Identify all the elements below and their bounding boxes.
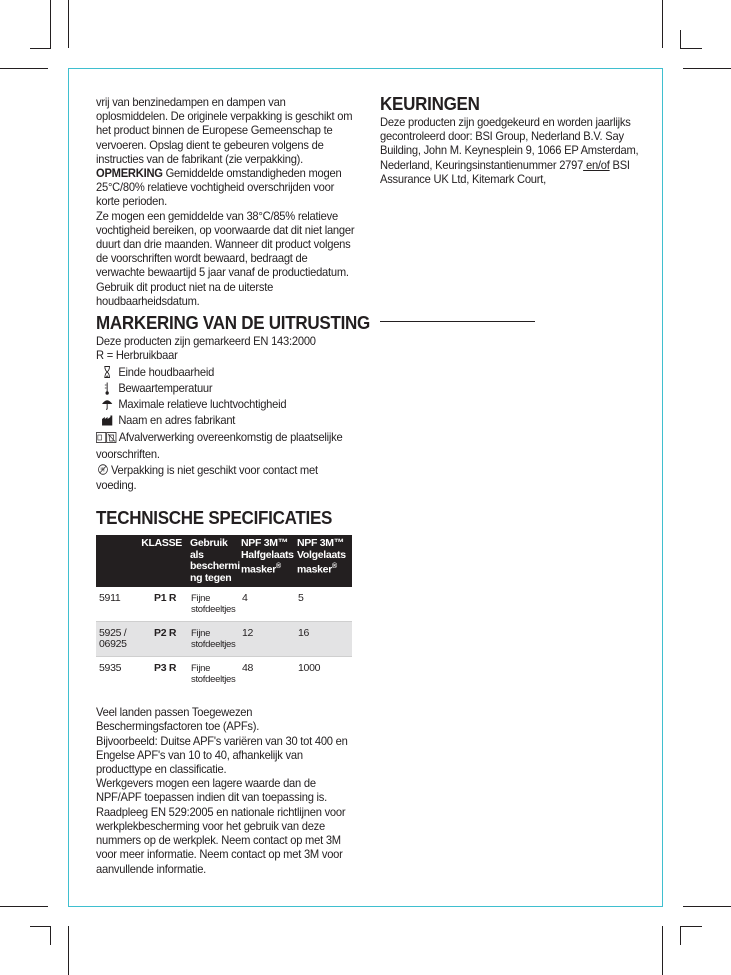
- crop-mark: [30, 926, 51, 927]
- product-cell: 5925 / 06925: [96, 622, 134, 657]
- crop-mark: [0, 68, 48, 69]
- note-paragraph: [96, 166, 355, 209]
- factory-icon: [96, 415, 118, 426]
- note-text: Gemiddelde omstandigheden mogen 25°C/80% relatieve vochtigheid overschrijden voor korte perioden.: [96, 166, 342, 209]
- right-column: [380, 93, 638, 186]
- symbol-row: [96, 380, 355, 396]
- full-mask-cell: 1000: [298, 662, 321, 675]
- full-mask-cell: 5: [295, 587, 352, 622]
- recycle-bin-icon: [96, 432, 116, 446]
- half-mask-cell: 48: [242, 662, 254, 675]
- table-row: [96, 622, 352, 657]
- approvals-heading: KEURINGEN: [380, 93, 480, 114]
- product-cell: 5911: [96, 587, 134, 622]
- symbol-label: Einde houdbaarheid: [118, 365, 215, 380]
- specs-table: [96, 535, 352, 691]
- crop-mark: [680, 926, 681, 945]
- header-text: NPF 3M™ Volgelaats masker: [297, 537, 346, 576]
- apf-paragraph: Bijvoorbeeld: Duitse APF's variëren van 30 tot 400 en Engelse APF's van 10 to 40, afhankelijk van producttype en classificatie.: [96, 733, 348, 777]
- klasse-cell: P3 R: [154, 662, 177, 675]
- food-contact-text: Verpakking is niet geschikt voor contact met voeding.: [96, 462, 318, 493]
- apf-paragraph: Werkgevers mogen een lagere waarde dan de NPF/APF toepassen indien dit van toepassing is. Raadpleeg EN 529:2005 en nationale richtlijnen voor werkplekbescherming voor het gebruik van deze nummers op de werkplek. Neem contact op met 3M voor meer informatie. Neem contact op met 3M voor aanvullende informatie.: [96, 776, 346, 876]
- table-row: [96, 657, 352, 692]
- crop-mark: [662, 926, 663, 975]
- product-cell: 5935: [99, 662, 122, 675]
- crop-mark: [68, 0, 69, 48]
- marking-line-1: Deze producten zijn gemarkeerd EN 143:2000: [96, 334, 316, 349]
- crop-mark: [68, 926, 69, 975]
- apf-paragraph: Veel landen passen Toegewezen Beschermingsfactoren toe (APFs).: [96, 705, 260, 734]
- approvals-text: Deze producten zijn goedgekeurd en worden jaarlijks gecontroleerd door: BSI Group, Nederland B.V. Say Building, John M. Keynesplein 9, 1066 EP Amsterdam, Nederland, Keuringsinstantienummer 2797: [380, 115, 639, 172]
- thermometer-icon: [96, 382, 118, 395]
- crop-mark: [680, 926, 702, 927]
- specs-heading: TECHNISCHE SPECIFICATIES: [96, 507, 333, 529]
- symbol-label: Naam en adres fabrikant: [118, 413, 236, 428]
- header-text: NPF 3M™ Halfgelaats masker: [241, 537, 294, 576]
- approvals-paragraph: [380, 115, 639, 186]
- approvals-underlined: en/of: [583, 157, 610, 172]
- crop-mark: [662, 0, 663, 48]
- note-label: OPMERKING: [96, 166, 163, 181]
- approvals-text-after: BSI Assurance UK Ltd, Kitemark Court,: [380, 157, 630, 186]
- table-header-row: [96, 535, 352, 587]
- half-mask-cell: 12: [239, 622, 295, 657]
- symbol-list: [96, 364, 355, 428]
- disposal-paragraph: [96, 430, 355, 460]
- approvals-section: [380, 115, 639, 186]
- crop-mark: [680, 30, 681, 49]
- table-header-cell: NPF 3M™ Volgelaats masker®: [295, 535, 352, 587]
- symbol-row: [96, 364, 355, 380]
- symbol-row: [96, 396, 355, 412]
- crop-mark: [683, 906, 731, 907]
- klasse-cell: P1 R: [134, 587, 188, 622]
- use-cell: Fijne stofdeeltjes: [191, 663, 236, 686]
- storage-section: [96, 95, 355, 308]
- crop-mark: [50, 0, 51, 48]
- marking-line-2: R = Herbruikbaar: [96, 348, 178, 363]
- marking-section: [96, 334, 355, 492]
- half-mask-cell: 4: [239, 587, 295, 622]
- crop-mark: [50, 926, 51, 945]
- table-header-cell: [96, 535, 134, 587]
- klasse-cell: P2 R: [134, 622, 188, 657]
- no-food-contact-icon: [98, 464, 108, 478]
- marking-heading: MARKERING VAN DE UITRUSTING: [96, 312, 371, 334]
- table-header-cell: KLASSE: [134, 535, 188, 587]
- symbol-label: Maximale relatieve luchtvochtigheid: [118, 397, 287, 412]
- hourglass-icon: [96, 366, 118, 378]
- use-cell: Fijne stofdeeltjes: [188, 587, 239, 622]
- crop-mark: [683, 68, 731, 69]
- table-header-cell: Gebruik als beschermi ng tegen: [188, 535, 239, 587]
- full-mask-cell: 16: [295, 622, 352, 657]
- apf-section: [96, 705, 355, 875]
- crop-mark: [0, 906, 48, 907]
- table-row: [96, 587, 352, 622]
- food-contact-paragraph: [96, 463, 355, 492]
- umbrella-icon: [96, 398, 118, 410]
- symbol-row: [96, 412, 355, 428]
- symbol-label: Bewaartemperatuur: [118, 381, 213, 396]
- footnote-rule: [380, 321, 535, 322]
- shelf-life-paragraph: Ze mogen een gemiddelde van 38°C/85% relatieve vochtigheid bereiken, op voorwaarde dat dit niet langer duurt dan drie maanden. Wanneer dit product volgens de voorschriften wordt bewaard, bedraagt de verwachte bewaartijd 5 jaar vanaf de productiedatum. Gebruik dit product niet na de uiterste houdbaarheidsdatum.: [96, 208, 355, 308]
- storage-paragraph: vrij van benzinedampen en dampen van oplosmiddelen. De originele verpakking is geschikt om het product binnen de Europese Gemeenschap te vervoeren. Opslag dient te gebeuren volgens de instructies van de fabrikant (zie verpakking).: [96, 95, 353, 166]
- left-column: [96, 95, 371, 876]
- use-cell: Fijne stofdeeltjes: [188, 622, 239, 657]
- crop-mark: [30, 48, 51, 49]
- disposal-text: Afvalverwerking overeenkomstig de plaatselijke voorschriften.: [96, 430, 343, 461]
- crop-mark: [680, 48, 702, 49]
- table-header-cell: NPF 3M™ Halfgelaats masker®: [239, 535, 295, 587]
